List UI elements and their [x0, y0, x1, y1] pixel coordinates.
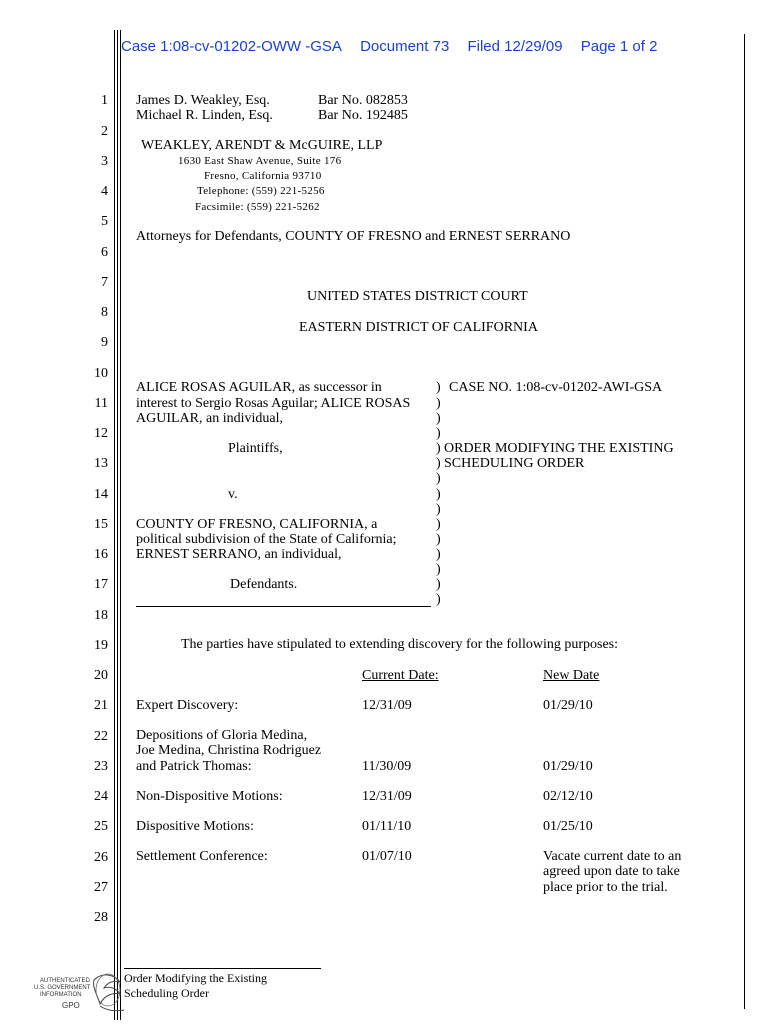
defendants-label: Defendants. [230, 577, 298, 592]
line-number: 14 [94, 487, 108, 502]
schedule-item-label: and Patrick Thomas: [136, 759, 252, 774]
line-number: 10 [94, 366, 108, 381]
caption-paren: ) [436, 471, 441, 486]
line-number: 13 [94, 456, 108, 471]
caption-paren: ) [436, 396, 441, 411]
versus-label: v. [228, 487, 238, 502]
line-number: 15 [94, 517, 108, 532]
line-number: 26 [94, 850, 108, 865]
gpo-seal-text: U.S. GOVERNMENT [34, 985, 91, 991]
line-number: 5 [101, 214, 108, 229]
caption-paren: ) [436, 411, 441, 426]
case-number: Case 1:08-cv-01202-OWW -GSA [121, 38, 342, 55]
schedule-item-label: Settlement Conference: [136, 849, 268, 864]
plaintiff-caption-line: AGUILAR, an individual, [136, 411, 283, 426]
footer-rule [124, 968, 321, 969]
schedule-new-date: agreed upon date to take [543, 864, 680, 879]
order-title: SCHEDULING ORDER [444, 456, 585, 471]
gpo-eagle-icon [90, 970, 180, 1016]
firm-name: WEAKLEY, ARENDT & McGUIRE, LLP [141, 138, 383, 153]
defendant-caption-line: ERNEST SERRANO, an individual, [136, 547, 342, 562]
line-number: 24 [94, 789, 108, 804]
attorney-name: Michael R. Linden, Esq. [136, 108, 273, 123]
caption-paren: ) [436, 380, 441, 395]
left-margin-rule-2 [117, 30, 118, 1020]
filed-date: Filed 12/29/09 [467, 38, 563, 55]
caption-paren: ) [436, 592, 441, 607]
case-header [121, 38, 671, 55]
order-title: ORDER MODIFYING THE EXISTING [444, 441, 674, 456]
line-number: 6 [101, 245, 108, 260]
schedule-current-date: 01/07/10 [362, 849, 412, 864]
defendant-caption-line: political subdivision of the State of California; [136, 532, 397, 547]
schedule-item-label: Dispositive Motions: [136, 819, 254, 834]
line-number: 27 [94, 880, 108, 895]
caption-paren: ) [436, 441, 441, 456]
gpo-seal [34, 970, 130, 1016]
schedule-new-date: 01/29/10 [543, 698, 593, 713]
schedule-current-date: 12/31/09 [362, 698, 412, 713]
line-number: 11 [94, 396, 108, 411]
line-number: 8 [101, 305, 108, 320]
caption-underline [136, 606, 431, 607]
line-number: 16 [94, 547, 108, 562]
line-number: 12 [94, 426, 108, 441]
caption-paren: ) [436, 487, 441, 502]
plaintiff-caption-line: interest to Sergio Rosas Aguilar; ALICE ROSAS [136, 396, 411, 411]
caption-paren: ) [436, 577, 441, 592]
court-district: EASTERN DISTRICT OF CALIFORNIA [299, 320, 538, 335]
line-number: 4 [101, 184, 108, 199]
schedule-item-label: Expert Discovery: [136, 698, 239, 713]
court-name: UNITED STATES DISTRICT COURT [307, 289, 528, 304]
gpo-seal-text: AUTHENTICATED [40, 978, 90, 984]
schedule-item-label: Non-Dispositive Motions: [136, 789, 283, 804]
plaintiffs-label: Plaintiffs, [228, 441, 283, 456]
attorney-name: James D. Weakley, Esq. [136, 93, 270, 108]
line-number: 3 [101, 154, 108, 169]
case-number-caption: CASE NO. 1:08-cv-01202-AWI-GSA [449, 380, 663, 395]
line-number: 1 [101, 93, 108, 108]
line-number: 22 [94, 729, 108, 744]
caption-paren: ) [436, 502, 441, 517]
line-number: 20 [94, 668, 108, 683]
schedule-new-date: 01/25/10 [543, 819, 593, 834]
caption-paren: ) [436, 532, 441, 547]
schedule-new-date: place prior to the trial. [543, 880, 668, 895]
line-number: 21 [94, 698, 108, 713]
gpo-seal-text: INFORMATION [40, 992, 82, 998]
left-margin-rule-3 [120, 30, 121, 1020]
gpo-seal-text: GPO [62, 1001, 80, 1010]
firm-facsimile: Facsimile: (559) 221-5262 [195, 201, 320, 213]
schedule-current-date: 11/30/09 [362, 759, 412, 774]
attorney-bar-number: Bar No. 192485 [318, 108, 408, 123]
footer-title: Scheduling Order [124, 986, 209, 1000]
plaintiff-caption-line: ALICE ROSAS AGUILAR, as successor in [136, 380, 382, 395]
caption-paren: ) [436, 517, 441, 532]
firm-address-line: Fresno, California 93710 [204, 170, 322, 182]
schedule-new-date: 01/29/10 [543, 759, 593, 774]
schedule-item-label: Joe Medina, Christina Rodriguez [136, 743, 322, 758]
schedule-new-date: Vacate current date to an [543, 849, 682, 864]
caption-paren: ) [436, 562, 441, 577]
line-number: 9 [101, 335, 108, 350]
line-number: 2 [101, 124, 108, 139]
firm-telephone: Telephone: (559) 221-5256 [197, 185, 325, 197]
schedule-item-label: Depositions of Gloria Medina, [136, 728, 308, 743]
defendant-caption-line: COUNTY OF FRESNO, CALIFORNIA, a [136, 517, 378, 532]
caption-paren: ) [436, 456, 441, 471]
line-number: 19 [94, 638, 108, 653]
caption-paren: ) [436, 547, 441, 562]
caption-paren: ) [436, 426, 441, 441]
page-count: Page 1 of 2 [580, 38, 658, 55]
document-number: Document 73 [360, 38, 450, 55]
firm-address-line: 1630 East Shaw Avenue, Suite 176 [178, 155, 342, 167]
line-number: 18 [94, 608, 108, 623]
footer-title: Order Modifying the Existing [124, 971, 267, 985]
column-header-new: New Date [543, 668, 600, 683]
schedule-current-date: 01/11/10 [362, 819, 412, 834]
column-header-current: Current Date: [362, 668, 439, 683]
schedule-new-date: 02/12/10 [543, 789, 593, 804]
line-number: 23 [94, 759, 108, 774]
right-margin-rule [744, 34, 745, 1009]
line-number: 7 [101, 275, 108, 290]
attorney-bar-number: Bar No. 082853 [318, 93, 408, 108]
line-number: 17 [94, 577, 108, 592]
schedule-current-date: 12/31/09 [362, 789, 412, 804]
line-number: 25 [94, 819, 108, 834]
attorneys-for: Attorneys for Defendants, COUNTY OF FRESNO and ERNEST SERRANO [136, 229, 571, 244]
line-number: 28 [94, 910, 108, 925]
left-margin-rule [114, 30, 115, 1020]
intro-paragraph: The parties have stipulated to extending discovery for the following purposes: [181, 637, 619, 652]
